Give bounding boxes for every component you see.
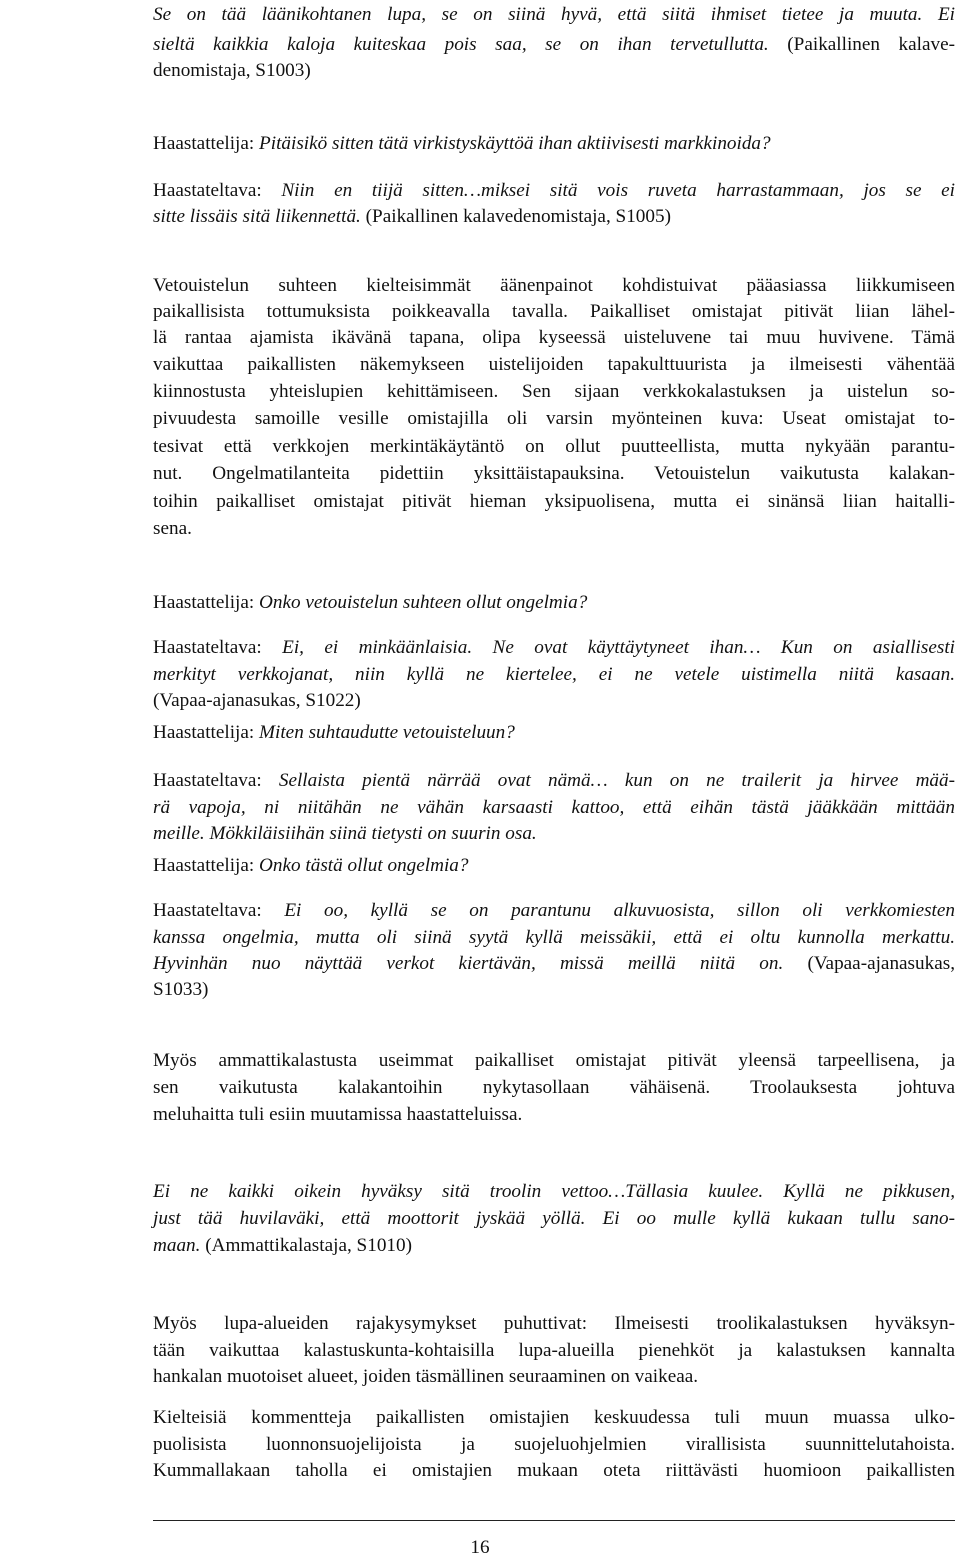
text-run: paikallisista tottumuksista poikkeavalla tavalla. Paikalliset omistajat pitivät liian lähel- xyxy=(153,301,955,322)
text-line xyxy=(153,327,955,349)
text-line xyxy=(153,1460,955,1482)
text-line xyxy=(153,436,955,458)
text-run: tesivat että verkkojen merkintäkäytäntö on ollut puutteellista, mutta nykyään parantu- xyxy=(153,436,955,457)
text-line xyxy=(153,275,955,297)
text-line xyxy=(153,1077,955,1099)
text-line xyxy=(153,133,955,155)
italic-text-run: Ei, ei minkäänlaisia. Ne ovat käyttäytyneet ihan… Kun on asiallisesti xyxy=(282,637,955,658)
text-line xyxy=(153,953,955,975)
text-run: (Ammattikalastaja, S1010) xyxy=(205,1235,412,1256)
text-line xyxy=(153,1050,955,1072)
text-run: (Vapaa-ajanasukas, xyxy=(807,953,955,974)
text-run: Haastateltava: xyxy=(153,180,282,201)
italic-text-run: Hyvinhän nuo näyttää verkot kiertävän, missä meillä niitä on. xyxy=(153,953,808,974)
text-run: sena. xyxy=(153,518,192,539)
text-line xyxy=(153,518,955,540)
text-line xyxy=(153,1407,955,1429)
text-line xyxy=(153,180,955,202)
text-run: meluhaitta tuli esiin muutamissa haastatteluissa. xyxy=(153,1104,523,1125)
text-run: Haastattelija: xyxy=(153,592,260,613)
text-line xyxy=(153,491,955,513)
text-line xyxy=(153,34,955,56)
text-run: vaikuttaa paikallisten näkemykseen uistelijoiden tapakulttuurista ja ilmeisesti vähentää xyxy=(153,354,955,375)
text-line xyxy=(153,206,955,228)
text-line xyxy=(153,408,955,430)
text-line xyxy=(153,381,955,403)
italic-text-run: merkityt verkkojanat, niin kyllä ne kiertelee, ei ne vetele uistimella niitä kasaan. xyxy=(153,664,955,685)
italic-text-run: Onko vetouistelun suhteen ollut ongelmia? xyxy=(259,592,588,613)
text-line xyxy=(153,690,955,712)
text-run: (Paikallinen kalavedenomistaja, S1005) xyxy=(365,206,671,227)
italic-text-run: sieltä kaikkia kaloja kuiteskaa pois saa, se on ihan tervetullutta. xyxy=(153,34,788,55)
text-run: Haastateltava: xyxy=(153,900,285,921)
italic-text-run: kanssa ongelmia, mutta oli siinä syytä kyllä meissäkii, että ei oltu kunnolla merkattu. xyxy=(153,927,955,948)
text-line xyxy=(153,1313,955,1335)
italic-text-run: maan. xyxy=(153,1235,206,1256)
text-run: Haastattelija: xyxy=(153,722,260,743)
text-line xyxy=(153,927,955,949)
text-line xyxy=(153,979,955,1001)
text-run: nut. Ongelmatilanteita pidettiin yksittäistapauksina. Vetouistelun vaikutusta kalakan- xyxy=(153,463,955,484)
text-run: Haastateltava: xyxy=(153,637,283,658)
text-run: Kummallakaan taholla ei omistajien mukaan oteta riittävästi huomioon paikallisten xyxy=(153,1460,955,1481)
text-line xyxy=(153,900,955,922)
text-run: denomistaja, S1003) xyxy=(153,60,311,81)
italic-text-run: rä vapoja, ni niitähän ne vähän karsaasti kattoo, että eihän tästä jääkkään mittään xyxy=(153,797,955,818)
italic-text-run: Ei ne kaikki oikein hyväksy sitä troolin vettoo…Tällasia kuulee. Kyllä ne pikkusen, xyxy=(153,1181,955,1202)
text-run: Haastattelija: xyxy=(153,133,260,154)
text-line xyxy=(153,1434,955,1456)
text-line xyxy=(153,463,955,485)
page-number: 16 xyxy=(470,1537,490,1558)
text-line xyxy=(153,1181,955,1203)
text-run: Vetouistelun suhteen kielteisimmät äänenpainot kohdistuivat pääasiassa liikkumiseen xyxy=(153,275,955,296)
text-line xyxy=(153,1208,955,1230)
text-line xyxy=(153,722,955,744)
italic-text-run: meille. Mökkiläisiihän siinä tietysti on suurin osa. xyxy=(153,823,537,844)
text-run: (Paikallinen kalave- xyxy=(787,34,956,55)
text-line xyxy=(153,354,955,376)
text-line xyxy=(153,855,955,877)
text-run: kiinnostusta yhteislupien kehittämiseen. Sen sijaan verkkokalastuksen ja uistelun so- xyxy=(153,381,955,402)
text-run: (Vapaa-ajanasukas, S1022) xyxy=(153,690,361,711)
text-line xyxy=(153,4,955,26)
italic-text-run: Ei oo, kyllä se on parantunu alkuvuosista, sillon oli verkkomiesten xyxy=(284,900,955,921)
italic-text-run: Pitäisikö sitten tätä virkistyskäyttöä ihan aktiivisesti markkinoida? xyxy=(259,133,771,154)
italic-text-run: just tää huvilaväki, että moottorit jyskää yöllä. Ei oo mulle kyllä kukaan tullu sano- xyxy=(153,1208,955,1229)
text-line xyxy=(153,797,955,819)
text-run: lä rantaa ajamista ikävänä tapana, olipa kyseessä uisteluvene tai muu huvivene. Tämä xyxy=(153,327,955,348)
text-run: Haastattelija: xyxy=(153,855,260,876)
text-run: Myös ammattikalastusta useimmat paikalliset omistajat pitivät yleensä tarpeellisena, ja xyxy=(153,1050,955,1071)
text-run: puolisista luonnonsuojelijoista ja suojeluohjelmien virallisista suunnittelutahoista. xyxy=(153,1434,955,1455)
text-run: tään vaikuttaa kalastuskunta-kohtaisilla lupa-alueilla pienehköt ja kalastuksen kannalta xyxy=(153,1340,955,1361)
text-line xyxy=(153,1366,955,1388)
text-run: Haastateltava: xyxy=(153,770,279,791)
text-line xyxy=(153,664,955,686)
text-run: sen vaikutusta kalakantoihin nykytasollaan vähäisenä. Troolauksesta johtuva xyxy=(153,1077,955,1098)
text-line xyxy=(153,1340,955,1362)
text-line xyxy=(153,823,955,845)
italic-text-run: Sellaista pientä närrää ovat nämä… kun on ne trailerit ja hirvee mää- xyxy=(278,770,955,791)
text-run: Kielteisiä kommentteja paikallisten omistajien keskuudessa tuli muun muassa ulko- xyxy=(153,1407,955,1428)
text-line xyxy=(153,1104,955,1126)
text-run: pivuudesta samoille vesille omistajilla oli varsin myönteinen kuva: Useat omistajat to- xyxy=(153,408,955,429)
italic-text-run: Onko tästä ollut ongelmia? xyxy=(259,855,469,876)
italic-text-run: Se on tää läänikohtanen lupa, se on siinä hyvä, että siitä ihmiset tietee ja muuta. Ei xyxy=(153,4,955,25)
italic-text-run: sitte lissäis sitä liikennettä. xyxy=(153,206,366,227)
text-run: Myös lupa-alueiden rajakysymykset puhuttivat: Ilmeisesti troolikalastuksen hyväksyn- xyxy=(153,1313,955,1334)
footer-rule xyxy=(153,1520,955,1521)
text-run: toihin paikalliset omistajat pitivät hieman yksipuolisena, mutta ei sinänsä liian haitalli- xyxy=(153,491,955,512)
italic-text-run: Niin en tiijä sitten…miksei sitä vois ruveta harrastammaan, jos se ei xyxy=(281,180,956,201)
text-line xyxy=(153,301,955,323)
text-line xyxy=(153,1235,955,1257)
text-line xyxy=(153,637,955,659)
italic-text-run: Miten suhtaudutte vetouisteluun? xyxy=(259,722,515,743)
text-line xyxy=(153,592,955,614)
text-line xyxy=(153,60,955,82)
text-run: hankalan muotoiset alueet, joiden täsmällinen seuraaminen on vaikeaa. xyxy=(153,1366,699,1387)
text-run: S1033) xyxy=(153,979,209,1000)
text-line xyxy=(153,770,955,792)
